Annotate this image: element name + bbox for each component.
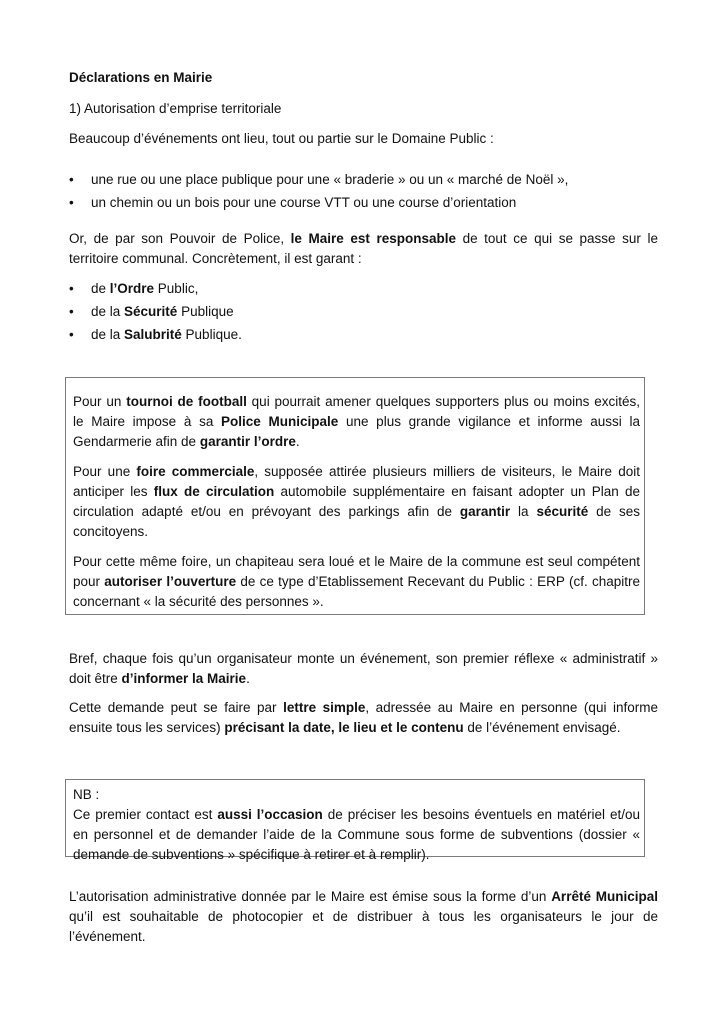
- domain-public-list: [69, 168, 658, 214]
- list-item: • une rue ou une place publique pour une « braderie » ou un « marché de Noël »,: [69, 168, 658, 191]
- demande-paragraph: Cette demande peut se faire par lettre simple, adressée au Maire en personne (qui informe ensuite tous les services) précisant la date, le lieu et le contenu de l’événement envisagé.: [69, 700, 658, 735]
- list-item: • de l’Ordre Public,: [69, 277, 658, 300]
- bullet-icon: •: [69, 327, 74, 342]
- bref-paragraph: Bref, chaque fois qu’un organisateur monte un événement, son premier réflexe « administratif » doit être d’informer la Mairie.: [69, 651, 658, 686]
- nb-box: [65, 779, 645, 862]
- arrete-paragraph: L’autorisation administrative donnée par le Maire est émise sous la forme d’un Arrêté Municipal qu’il est souhaitable de photocopier et de distribuer à tous les organisateurs le jour de l’événement.: [69, 889, 658, 944]
- football-example: Pour un tournoi de football qui pourrait amener quelques supporters plus ou moins excités, le Maire impose à sa Police Municipale une plus grande vigilance et informe aussi la Gendarmerie afin de garantir l’ordre.: [73, 394, 640, 449]
- intro-paragraph: Beaucoup d’événements ont lieu, tout ou partie sur le Domaine Public :: [69, 131, 494, 146]
- nb-label: NB :: [73, 787, 100, 802]
- list-item: • un chemin ou un bois pour une course VTT ou une course d’orientation: [69, 191, 658, 214]
- foire-example: Pour une foire commerciale, supposée attirée plusieurs milliers de visiteurs, le Maire doit anticiper les flux de circulation automobile supplémentaire en faisant adopter un Plan de circulation adapté et/ou en prévoyant des parkings afin de garantir la sécurité de ses concitoyens.: [73, 464, 641, 539]
- nb-text: Ce premier contact est aussi l’occasion de préciser les besoins éventuels en matériel et/ou en personnel et de demander l’aide de la Commune sous forme de subventions (dossier « demande de subventions » spécifique à retirer et à remplir).: [73, 807, 640, 862]
- list-item: • de la Sécurité Publique: [69, 300, 658, 323]
- examples-box: [65, 377, 645, 615]
- police-paragraph: Or, de par son Pouvoir de Police, le Maire est responsable de tout ce qui se passe sur le territoire communal. Concrètement, il est garant :: [69, 231, 658, 266]
- bullet-icon: •: [69, 172, 74, 187]
- bullet-icon: •: [69, 304, 74, 319]
- section-heading: 1) Autorisation d’emprise territoriale: [69, 101, 282, 116]
- garant-list: [69, 277, 658, 346]
- bullet-icon: •: [69, 281, 74, 296]
- bullet-icon: •: [69, 195, 74, 210]
- list-item: • de la Salubrité Publique.: [69, 323, 658, 346]
- chapiteau-example: Pour cette même foire, un chapiteau sera loué et le Maire de la commune est seul compétent pour autoriser l’ouverture de ce type d’Etablissement Recevant du Public : ERP (cf. chapitre concernant « la sécurité des personnes ».: [73, 554, 640, 609]
- document-title: Déclarations en Mairie: [69, 70, 213, 85]
